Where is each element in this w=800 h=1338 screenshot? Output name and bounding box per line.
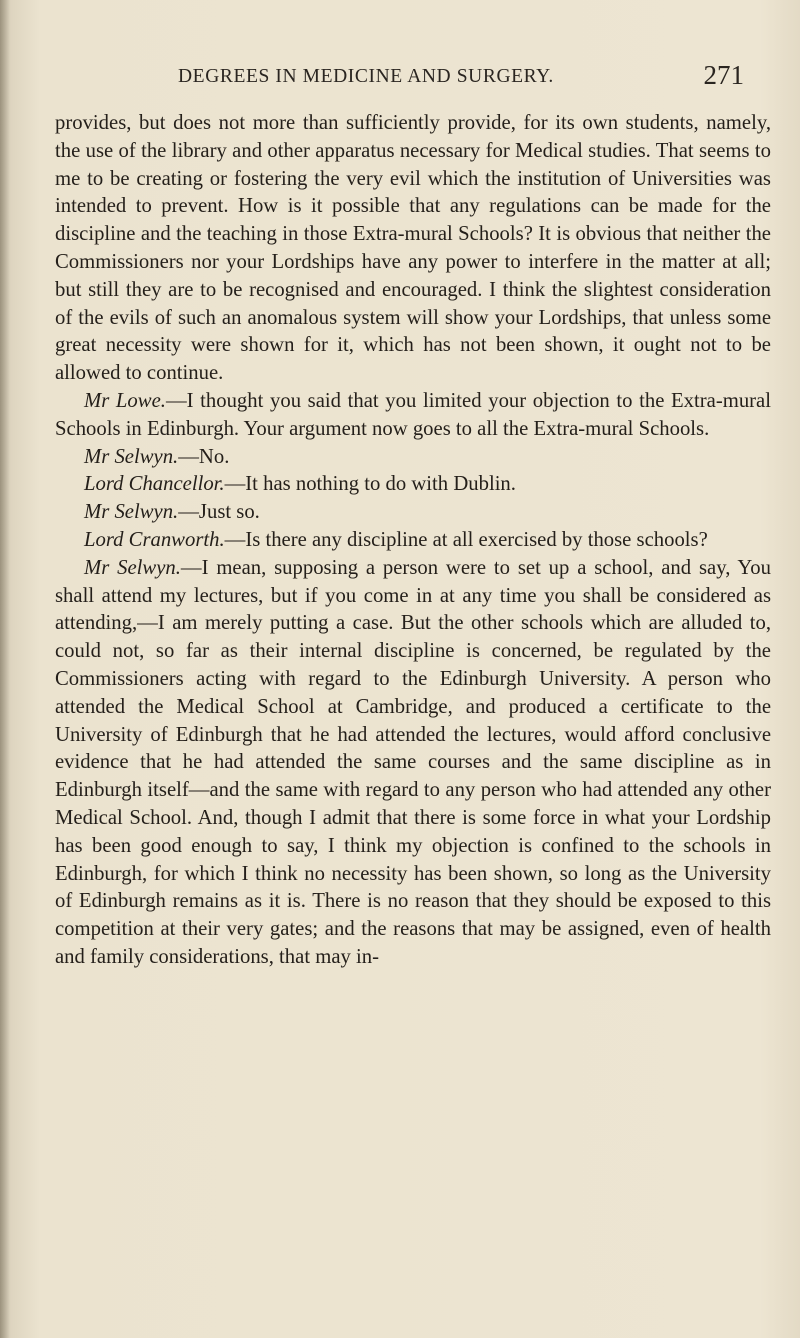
speaker-name: Mr Selwyn. — [84, 556, 181, 579]
speaker-name: Mr Selwyn. — [84, 501, 179, 524]
speaker-name: Lord Cranworth. — [84, 528, 225, 551]
paragraph — [55, 471, 771, 499]
paragraph — [55, 499, 771, 527]
paragraph-text: —It has nothing to do with Dublin. — [224, 473, 516, 496]
paragraph-text: —I mean, supposing a person were to set up a school, and say, You shall attend my lectures, but if you come in at any time you shall be considered as attending,—I am merely putting a case. But the other schools which are alluded to, could not, so far as their internal discipline is concerned, be regulated by the Commissioners acting with regard to the Edinburgh University. A person who attended the Medical School at Cambridge, and produced a certificate to the University of Edinburgh that he had attended the lectures, would afford conclusive evidence that he had attended the same courses and the same discipline as in Edinburgh itself—and the same with regard to any person who had attended any other Medical School. And, though I admit that there is some force in what your Lordship has been good enough to say, I think my objection is confined to the schools in Edinburgh, for which I think no necessity has been shown, so long as the University of Edinburgh remains as it is. There is no reason that they should be exposed to this competition at their very gates; and the reasons that may be assigned, even of health and family considerations, that may in- — [55, 556, 771, 968]
paragraph-text: provides, but does not more than sufficiently provide, for its own students, namely, the use of the library and other apparatus necessary for Medical studies. That seems to me to be creating or fostering the very evil which the institution of Universities was intended to prevent. How is it possible that any regulations can be made for the discipline and the teaching in those Extra-mural Schools? It is obvious that neither the Commissioners nor your Lordships have any power to interfere in the matter at all; but still they are to be recognised and encouraged. I think the slightest consideration of the evils of such an anomalous system will show your Lordships, that unless some great necessity were shown for it, which has not been shown, it ought not to be allowed to continue. — [55, 112, 771, 385]
paragraph-text: —Just so. — [178, 501, 260, 524]
speaker-name: Mr Selwyn. — [84, 445, 179, 468]
paragraph — [55, 527, 771, 555]
paragraph-text: —Is there any discipline at all exercised by those schools? — [224, 528, 708, 551]
running-head: DEGREES IN MEDICINE AND SURGERY. — [178, 66, 554, 87]
paragraph — [55, 110, 771, 388]
speaker-name: Mr Lowe. — [84, 389, 166, 412]
paragraph — [55, 388, 771, 444]
paragraph — [55, 444, 771, 472]
body-text — [55, 110, 771, 972]
paragraph-text: —I thought you said that you limited your objection to the Extra-mural Schools in Edinburgh. Your argument now goes to all the Extra-mural Schools. — [55, 389, 771, 440]
paragraph-text: —No. — [178, 445, 230, 468]
paragraph — [55, 555, 771, 972]
page-number: 271 — [703, 60, 744, 90]
speaker-name: Lord Chancellor. — [84, 473, 225, 496]
page-header — [0, 60, 800, 96]
binding-gutter-shadow — [0, 0, 10, 1338]
